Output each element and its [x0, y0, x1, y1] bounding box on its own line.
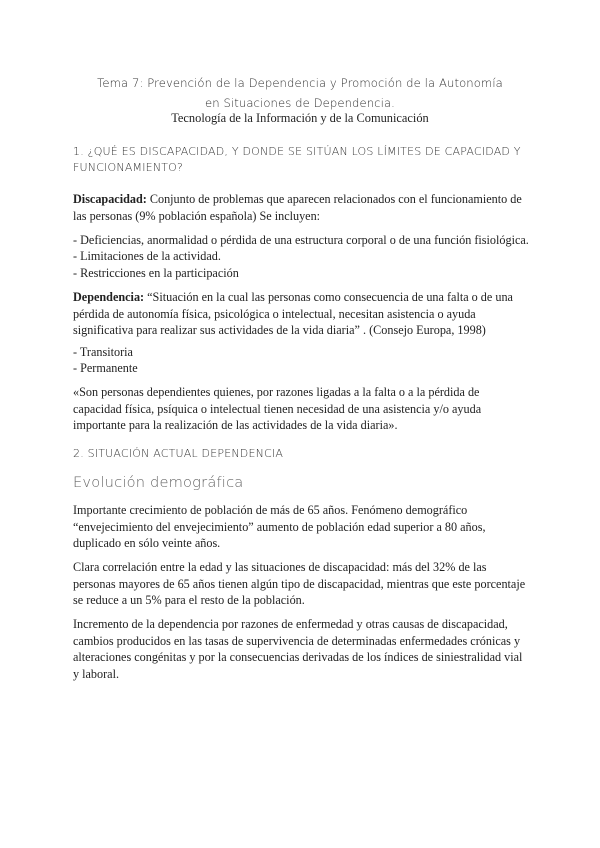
paragraph-evolucion-1: Importante crecimiento de población de más de 65 años. Fenómeno demográfico “envejecimiento del envejecimiento” aumento de población edad superior a 80 años, duplicado en sólo veinte años. [73, 503, 486, 550]
document-subtitle: Tecnología de la Información y de la Comunicación [171, 111, 429, 125]
dependencia-definition [73, 289, 531, 339]
dependencia-quote: «Son personas dependientes quienes, por razones ligadas a la falta o a la pérdida de capacidad física, psíquica o intelectual tienen necesidad de una asistencia y/o ayuda importante para la realización de las actividades de la vida diaria». [73, 385, 482, 432]
list-item: - Transitoria [73, 345, 133, 359]
section-2-subheading: Evolución demográfica [73, 474, 244, 491]
discapacidad-term: Discapacidad: [73, 192, 147, 206]
discapacidad-list [73, 232, 531, 281]
paragraph-evolucion-2: Clara correlación entre la edad y las situaciones de discapacidad: más del 32% de las personas mayores de 65 años tienen algún tipo de discapacidad, mientras que este porcentaje se reduce a un 5% para el resto de la población. [73, 560, 526, 607]
list-item: - Deficiencias, anormalidad o pérdida de una estructura corporal o de una función fisiológica. [73, 233, 529, 247]
dependencia-list [73, 344, 531, 377]
section-1-heading: 1. ¿QUÉ ES DISCAPACIDAD, Y DONDE SE SITÚAN LOS LÍMITES DE CAPACIDAD Y FUNCIONAMIENTO? [73, 145, 521, 174]
list-item: - Restricciones en la participación [73, 265, 239, 280]
dependencia-term: Dependencia: [73, 290, 145, 304]
list-item: - Permanente [73, 361, 138, 376]
discapacidad-text: Conjunto de problemas que aparecen relacionados con el funcionamiento de las personas (9% población española) Se incluyen: [73, 192, 522, 223]
section-2-heading: 2. SITUACIÓN ACTUAL DEPENDENCIA [73, 447, 284, 460]
list-item: - Limitaciones de la actividad. [73, 249, 221, 264]
document-title: Tema 7: Prevención de la Dependencia y Promoción de la Autonomía en Situaciones de Dependencia. [97, 76, 503, 110]
dependencia-text: “Situación en la cual las personas como consecuencia de una falta o de una pérdida de autonomía física, psicológica o intelectual, necesitan asistencia o ayuda significativa para realizar sus actividades de la vida diaria” . (Consejo Europa, 1998) [73, 290, 513, 337]
discapacidad-definition [73, 191, 531, 224]
paragraph-evolucion-3: Incremento de la dependencia por razones de enfermedad y otras causas de discapacidad, cambios producidos en las tasas de supervivencia de determinadas enfermedades crónicas y alteraciones congénitas y por la consecuencias derivadas de los índices de siniestralidad vial y laboral. [73, 617, 523, 681]
